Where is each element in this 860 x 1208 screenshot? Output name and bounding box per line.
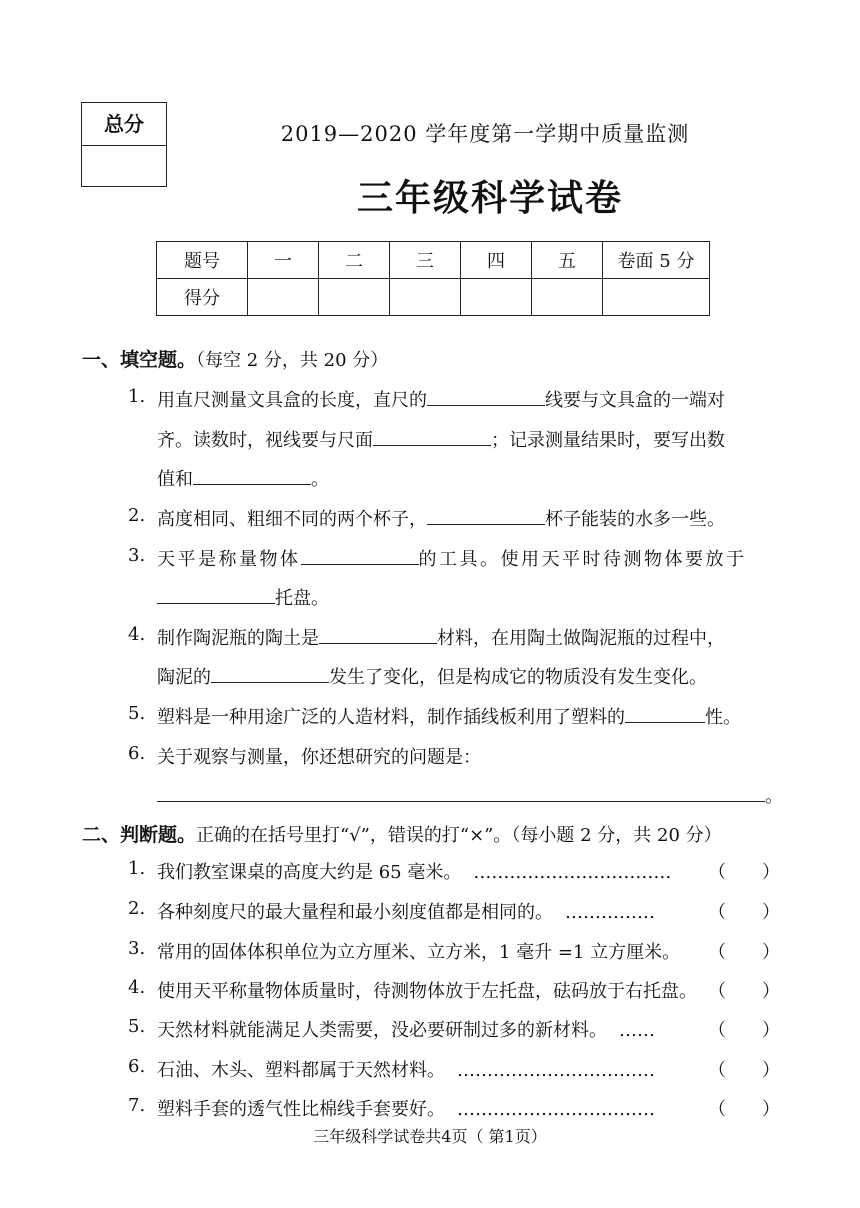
judge-item — [157, 938, 680, 964]
judge-item — [157, 898, 655, 924]
score-table-header-label: 题号 — [157, 242, 248, 279]
q3-number: 3. — [128, 545, 146, 566]
judge-item-text: 各种刻度尺的最大量程和最小刻度值都是相同的。 — [157, 902, 553, 923]
judge-item-text: 塑料手套的透气性比棉线手套要好。 — [157, 1099, 445, 1120]
exam-title: 三年级科学试卷 — [356, 177, 623, 219]
score-table-score-row — [157, 279, 710, 316]
q1-text-b: 线要与文具盒的一端对 — [545, 390, 725, 411]
judge-item — [157, 1095, 655, 1121]
answer-parentheses[interactable]: （ ） — [708, 1060, 780, 1081]
answer-blank[interactable] — [301, 546, 419, 565]
score-cell[interactable] — [603, 279, 710, 316]
q3-line1 — [157, 545, 747, 571]
judge-item — [157, 977, 697, 1003]
score-table-col: 四 — [461, 242, 532, 279]
q1-text-d: ；记录测量结果时，要写出数 — [491, 430, 725, 451]
q5-number: 5. — [128, 703, 146, 724]
q1-line1 — [157, 386, 725, 412]
q6-number: 6. — [128, 743, 146, 764]
score-cell[interactable] — [532, 279, 603, 316]
q4-line2 — [157, 663, 707, 689]
q1-line3 — [157, 465, 329, 491]
answer-blank[interactable] — [625, 704, 705, 723]
q3-text-c: 托盘。 — [275, 588, 329, 609]
answer-parentheses[interactable]: （ ） — [708, 862, 780, 883]
q2-number: 2. — [128, 505, 146, 526]
answer-blank[interactable] — [319, 625, 437, 644]
answer-blank[interactable] — [373, 427, 491, 446]
q2-text-a: 高度相同、粗细不同的两个杯子， — [157, 509, 427, 530]
section1-heading-line — [82, 345, 388, 372]
answer-blank[interactable] — [427, 506, 545, 525]
judge-item-text: 我们教室课桌的高度大约是 65 毫米。 — [157, 862, 462, 883]
q3-text-a: 天平是称量物体 — [157, 549, 301, 570]
leader-dots: …………………………… — [457, 1099, 655, 1120]
score-cell[interactable] — [248, 279, 319, 316]
q1-number: 1. — [128, 386, 146, 407]
leader-dots: …………………………… — [457, 1060, 655, 1081]
section2-heading: 二、判断题。 — [82, 824, 197, 846]
answer-parentheses[interactable]: （ ） — [708, 1099, 780, 1120]
section2-heading-line — [82, 820, 722, 847]
q1-text-a: 用直尺测量文具盒的长度，直尺的 — [157, 390, 427, 411]
answer-blank[interactable] — [157, 585, 275, 604]
q6-text-b: 。 — [765, 786, 783, 807]
answer-blank[interactable] — [193, 466, 311, 485]
leader-dots: …… — [619, 1020, 655, 1041]
score-table-row-label: 得分 — [157, 279, 248, 316]
q6-line2 — [157, 782, 783, 808]
q1-text-c: 齐。读数时，视线要与尺面 — [157, 430, 373, 451]
leader-dots: …………… — [565, 902, 655, 923]
judge-item — [157, 1016, 655, 1042]
q3-line2 — [157, 584, 329, 610]
score-table-header-row — [157, 242, 710, 279]
q1-line2 — [157, 426, 725, 452]
score-table-col: 五 — [532, 242, 603, 279]
judge-item-number: 7. — [128, 1095, 146, 1116]
answer-blank[interactable] — [157, 783, 765, 802]
judge-item-text: 常用的固体体积单位为立方厘米、立方米，1 毫升 =1 立方厘米。 — [157, 942, 681, 963]
q6-line1 — [157, 743, 481, 769]
section1-note: （每空 2 分，共 20 分） — [196, 350, 389, 371]
score-table-col: 一 — [248, 242, 319, 279]
judge-item-number: 2. — [128, 898, 146, 919]
q5-line1 — [157, 703, 741, 729]
q3-text-b: 的工具。使用天平时待测物体要放于 — [418, 549, 747, 570]
total-score-box — [81, 102, 167, 187]
page-footer: 三年级科学试卷共4页（ 第1页） — [313, 1127, 547, 1146]
q4-number: 4. — [128, 624, 146, 645]
score-table-col: 卷面 5 分 — [603, 242, 710, 279]
total-score-field[interactable] — [82, 146, 166, 186]
leader-dots: …………………………… — [473, 862, 672, 883]
q4-line1 — [157, 624, 725, 650]
judge-item-text: 石油、木头、塑料都属于天然材料。 — [157, 1060, 445, 1081]
judge-item-text: 使用天平称量物体质量时，待测物体放于左托盘，砝码放于右托盘。 — [157, 981, 697, 1002]
q5-text-a: 塑料是一种用途广泛的人造材料，制作插线板利用了塑料的 — [157, 707, 625, 728]
answer-parentheses[interactable]: （ ） — [708, 981, 780, 1002]
q2-line1 — [157, 505, 725, 531]
section1-heading: 一、填空题。 — [82, 349, 197, 371]
q4-text-d: 发生了变化，但是构成它的物质没有发生变化。 — [329, 667, 707, 688]
answer-parentheses[interactable]: （ ） — [708, 942, 780, 963]
score-cell[interactable] — [461, 279, 532, 316]
q2-text-b: 杯子能装的水多一些。 — [545, 509, 725, 530]
section2-note: 正确的在括号里打“√”，错误的打“×”。（每小题 2 分，共 20 分） — [196, 825, 722, 846]
q4-text-b: 材料，在用陶土做陶泥瓶的过程中， — [437, 628, 725, 649]
score-cell[interactable] — [319, 279, 390, 316]
answer-parentheses[interactable]: （ ） — [708, 1020, 780, 1041]
judge-item-number: 4. — [128, 977, 146, 998]
score-table-col: 二 — [319, 242, 390, 279]
judge-item-text: 天然材料就能满足人类需要，没必要研制过多的新材料。 — [157, 1020, 607, 1041]
score-cell[interactable] — [390, 279, 461, 316]
answer-blank[interactable] — [427, 387, 545, 406]
judge-item — [157, 858, 671, 884]
judge-item-number: 1. — [128, 858, 146, 879]
judge-item-number: 3. — [128, 938, 146, 959]
q4-text-c: 陶泥的 — [157, 667, 211, 688]
exam-subtitle: 2019—2020 学年度第一学期中质量监测 — [280, 122, 690, 146]
q4-text-a: 制作陶泥瓶的陶土是 — [157, 628, 319, 649]
judge-item-number: 6. — [128, 1056, 146, 1077]
score-table-col: 三 — [390, 242, 461, 279]
q1-text-e: 值和 — [157, 469, 193, 490]
total-score-label: 总分 — [82, 103, 166, 146]
score-table — [156, 241, 710, 316]
answer-parentheses[interactable]: （ ） — [708, 902, 780, 923]
q6-text-a: 关于观察与测量，你还想研究的问题是： — [157, 747, 481, 768]
answer-blank[interactable] — [211, 664, 329, 683]
judge-item-number: 5. — [128, 1016, 146, 1037]
q5-text-b: 性。 — [705, 707, 741, 728]
judge-item — [157, 1056, 655, 1082]
q1-text-f: 。 — [311, 469, 329, 490]
